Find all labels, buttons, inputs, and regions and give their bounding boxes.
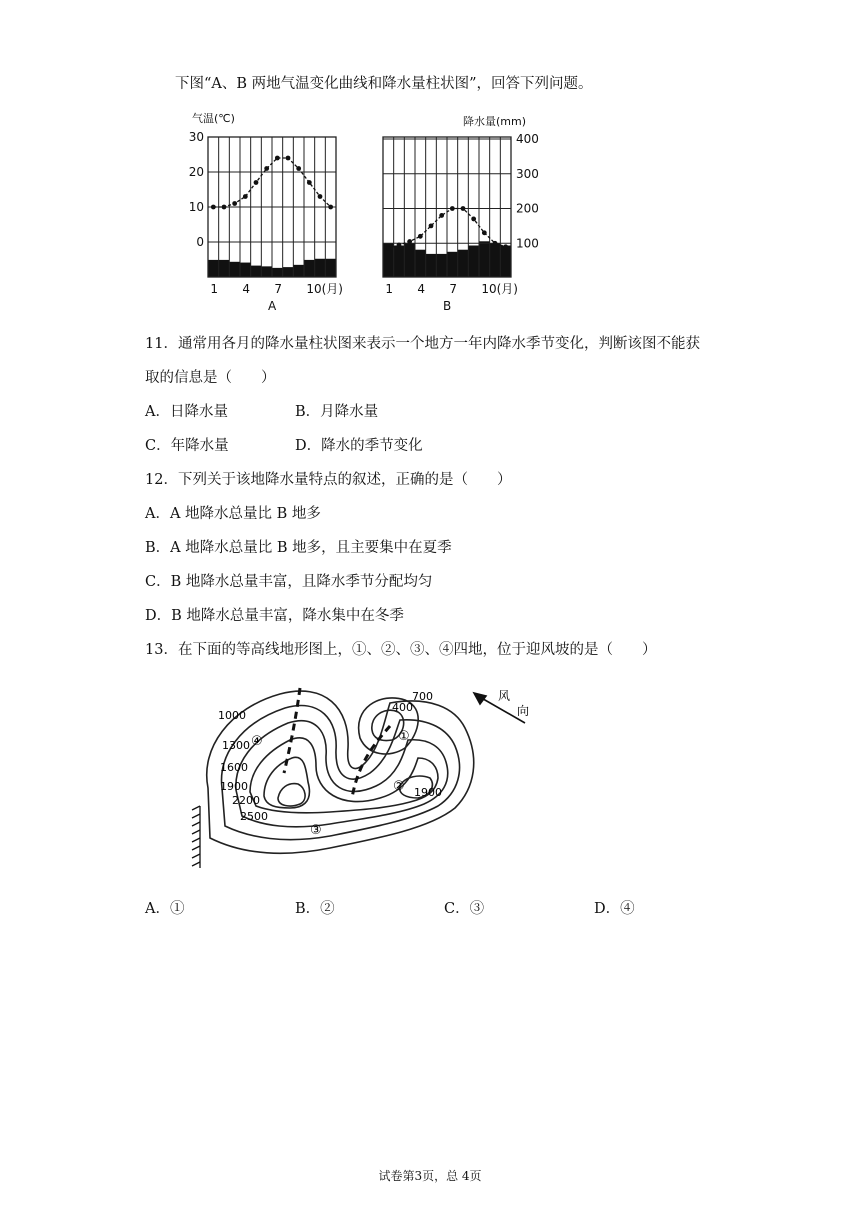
- chart-label-b: B: [443, 299, 452, 313]
- temperature-point: [307, 180, 312, 185]
- precip-bar-a: [208, 260, 219, 277]
- q12-option-a[interactable]: A．A 地降水总量比 B 地多: [145, 506, 321, 522]
- temperature-point: [243, 194, 248, 199]
- ridge-line: [284, 688, 300, 773]
- precip-bar-b: [415, 250, 426, 277]
- temperature-point-b: [386, 246, 391, 251]
- precip-bar-b: [458, 250, 469, 277]
- temperature-point-b: [439, 213, 444, 218]
- page-footer: 试卷第3页，总 4页: [378, 1169, 482, 1183]
- contour-map: [180, 678, 560, 878]
- contour-label-1300: 1300: [222, 739, 250, 752]
- x-tick-label-a: 7: [274, 282, 282, 296]
- precip-bar-a: [283, 267, 294, 277]
- y-tick-label-b: 300: [516, 166, 539, 181]
- precip-bar-b: [404, 243, 415, 277]
- y-tick-label-a: 10: [188, 200, 204, 214]
- point-4: ④: [251, 734, 263, 749]
- temperature-point: [254, 180, 259, 185]
- contour-label-2500: 2500: [240, 810, 268, 823]
- wind-label-1: 风: [498, 689, 511, 703]
- x-tick-label-b: 1: [385, 282, 393, 296]
- precip-bar-a: [251, 266, 262, 277]
- q11-option-c[interactable]: C．年降水量: [145, 438, 229, 454]
- temperature-point-b: [450, 206, 455, 211]
- contour-label-1900-right: 1900: [414, 786, 442, 799]
- q12-stem: 12．下列关于该地降水量特点的叙述，正确的是（ ）: [145, 472, 512, 488]
- temperature-point: [275, 156, 280, 161]
- contour-label-1900: 1900: [220, 780, 248, 793]
- chart-a: [189, 111, 343, 313]
- point-2: ②: [393, 779, 405, 794]
- temperature-point-b: [429, 223, 434, 228]
- chart-b: [383, 114, 539, 313]
- y-tick-label-b: 100: [516, 236, 539, 251]
- precip-bar-a: [219, 260, 230, 277]
- x-tick-label-a: 10(月): [306, 282, 343, 296]
- contour-label-700: 700: [412, 690, 433, 703]
- precip-bar-b: [468, 246, 479, 278]
- temperature-point: [318, 194, 323, 199]
- precip-bar-b: [436, 254, 447, 277]
- q13-option-c[interactable]: C．③: [444, 901, 485, 917]
- precip-bar-b: [500, 246, 511, 278]
- y-tick-label-b: 200: [516, 201, 539, 216]
- q11-stem-line2: 取的信息是（ ）: [145, 370, 276, 386]
- temperature-point: [264, 166, 269, 171]
- chart-label-a: A: [268, 299, 277, 313]
- precip-bar-b: [490, 243, 501, 277]
- contour-label-1000: 1000: [218, 709, 246, 722]
- temperature-point-b: [471, 217, 476, 222]
- temperature-point: [222, 205, 227, 210]
- y-axis-label-a: 气温(℃): [192, 112, 235, 125]
- q11-option-d[interactable]: D．降水的季节变化: [295, 438, 423, 454]
- y-axis-label-b: 降水量(mm): [463, 115, 527, 128]
- temperature-point-b: [397, 243, 402, 248]
- x-tick-label-a: 4: [242, 282, 250, 296]
- y-tick-label-b: 400: [516, 132, 539, 146]
- temperature-point: [328, 205, 333, 210]
- q11-option-a[interactable]: A．日降水量: [145, 404, 228, 420]
- climate-charts: [0, 105, 860, 315]
- y-tick-label-a: 0: [196, 235, 204, 249]
- temperature-point-b: [493, 241, 498, 246]
- temperature-point-b: [503, 244, 508, 249]
- q13-option-d[interactable]: D．④: [594, 901, 635, 917]
- intro-text: 下图“A、B 两地气温变化曲线和降水量柱状图”，回答下列问题。: [175, 76, 593, 92]
- precip-bar-a: [304, 260, 315, 277]
- temperature-point: [211, 205, 216, 210]
- contour-line: [278, 784, 305, 806]
- q13-stem: 13．在下面的等高线地形图上，①、②、③、④四地，位于迎风坡的是（ ）: [145, 642, 657, 658]
- contour-label-400: 400: [392, 701, 413, 714]
- temperature-point-b: [418, 234, 423, 239]
- temperature-point: [296, 166, 301, 171]
- contour-label-1600: 1600: [220, 761, 248, 774]
- q11-stem-line1: 11．通常用各月的降水量柱状图来表示一个地方一年内降水季节变化，判断该图不能获: [145, 336, 700, 352]
- temperature-point-b: [461, 206, 466, 211]
- q11-option-b[interactable]: B．月降水量: [295, 404, 379, 420]
- q13-option-a[interactable]: A．①: [145, 901, 185, 917]
- precip-bar-b: [394, 246, 405, 278]
- q12-option-d[interactable]: D．B 地降水总量丰富，降水集中在冬季: [145, 608, 404, 624]
- contour-label-2200: 2200: [232, 794, 260, 807]
- precip-bar-b: [426, 254, 437, 277]
- cliff-symbol: [192, 806, 200, 868]
- x-tick-label-a: 1: [210, 282, 218, 296]
- precip-bar-a: [229, 262, 240, 277]
- valley-line: [352, 726, 390, 798]
- x-tick-label-b: 10(月): [481, 282, 518, 296]
- temperature-point: [232, 201, 237, 206]
- wind-label-2: 向: [517, 704, 530, 718]
- q12-option-c[interactable]: C．B 地降水总量丰富，且降水季节分配均匀: [145, 574, 433, 590]
- precip-bar-a: [325, 259, 336, 277]
- y-tick-label-a: 20: [188, 165, 204, 179]
- temperature-point-b: [407, 239, 412, 244]
- temperature-point: [286, 156, 291, 161]
- precip-bar-b: [447, 252, 458, 277]
- x-tick-label-b: 4: [417, 282, 425, 296]
- precip-bar-a: [261, 266, 272, 277]
- point-3: ③: [310, 823, 322, 838]
- precip-bar-a: [315, 259, 326, 277]
- precip-bar-b: [479, 241, 490, 277]
- x-tick-label-b: 7: [449, 282, 457, 296]
- precip-bar-a: [272, 268, 283, 277]
- precip-bar-a: [293, 265, 304, 277]
- q12-option-b[interactable]: B．A 地降水总量比 B 地多，且主要集中在夏季: [145, 540, 452, 556]
- q13-option-b[interactable]: B．②: [295, 901, 335, 917]
- point-1: ①: [398, 729, 410, 744]
- y-tick-label-a: 30: [188, 130, 204, 144]
- precip-bar-a: [240, 263, 251, 277]
- temperature-point-b: [482, 230, 487, 235]
